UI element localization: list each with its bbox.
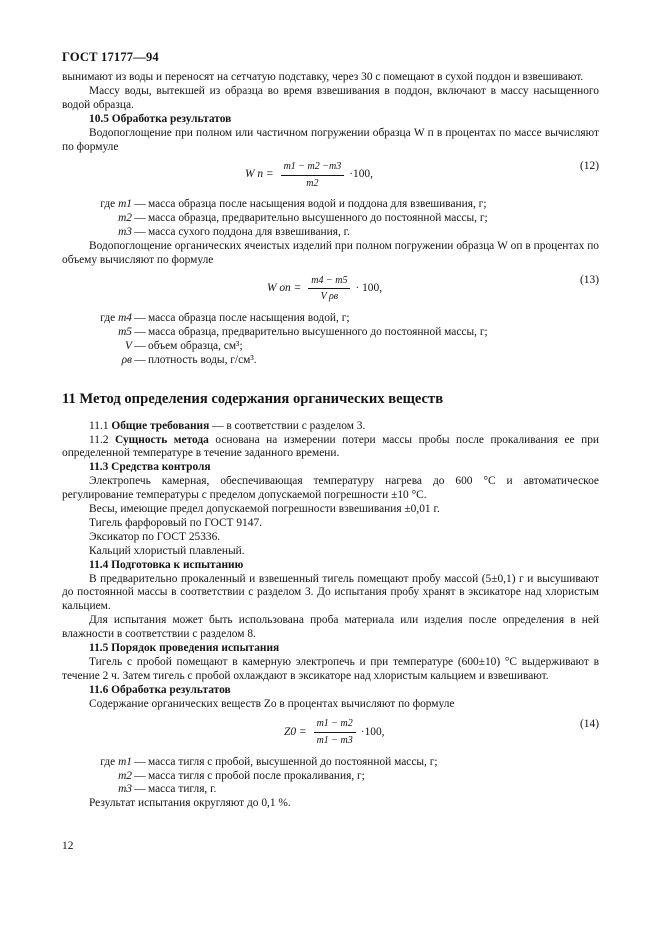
subsection-title: Средства контроля	[111, 461, 211, 474]
fraction-denominator: m1 − m3	[316, 735, 353, 747]
where-text: масса образца, предварительно высушенного до постоянной массы, г;	[148, 325, 488, 338]
where-text: масса тигля с пробой, высушенной до постоянной массы, г;	[148, 755, 438, 768]
formula-lhs: W оп =	[267, 282, 302, 295]
where-dash: —	[134, 311, 146, 324]
where-item	[62, 783, 599, 797]
subsection-heading	[62, 642, 599, 656]
formula-tail: ·100,	[360, 725, 385, 738]
subsection-title: Сущность метода	[115, 433, 209, 446]
where-item	[62, 226, 599, 240]
subsection-text: — в соответствии с разделом 3.	[209, 419, 366, 432]
paragraph: Содержание органических веществ Zо в процентах вычисляют по формуле	[89, 697, 455, 710]
paragraph: Тигель с пробой помещают в камерную электропечь и при температуре (600±10) °С выдерживают в течение 2 ч. Затем тигель с пробой охлаждают в эксикаторе над хлористым кальцием и взвешивают.	[62, 656, 599, 682]
subsection-number: 11.4	[89, 558, 109, 571]
where-text: масса сухого поддона для взвешивания, г.	[148, 226, 350, 239]
page-content	[62, 71, 599, 811]
where-dash: —	[134, 226, 146, 239]
paragraph: Массу воды, вытекшей из образца во время взвешивания в поддон, включают в массу насыщенного водой образца.	[62, 84, 599, 111]
where-symbol: m3	[118, 226, 132, 239]
subsection-title: Общие требования	[111, 419, 210, 432]
where-dash: —	[134, 783, 146, 796]
where-item	[62, 340, 599, 354]
fraction	[308, 274, 350, 305]
subsection-title: Подготовка к испытанию	[111, 558, 244, 571]
fraction-numerator: m4 − m5	[308, 274, 350, 290]
formula-number: (12)	[580, 160, 599, 173]
formula-14	[62, 716, 599, 754]
where-dash: —	[134, 198, 146, 211]
paragraph: Электропечь камерная, обеспечивающая температуру нагрева до 600 °С и автоматическое регулирование температуры с пределом допускаемой погрешности ±10 °С.	[62, 475, 599, 502]
paragraph: Кальций хлористый плавленый.	[89, 544, 245, 557]
subsection-paragraph	[62, 420, 599, 434]
fraction-numerator: m1 − m2 −m3	[281, 160, 345, 176]
where-item	[62, 354, 599, 368]
subsection-number: 10.5	[89, 112, 109, 125]
where-dash: —	[134, 325, 146, 338]
where-prefix: где	[100, 198, 116, 211]
formula-lhs: W п =	[245, 168, 274, 181]
page-number: 12	[62, 840, 74, 852]
paragraph: Эксикатор по ГОСТ 25336.	[89, 530, 221, 543]
document-header: ГОСТ 17177—94	[62, 50, 159, 64]
paragraph: вынимают из воды и переносят на сетчатую подставку, через 30 с помещают в сухой поддон и взвешивают.	[62, 71, 584, 83]
where-dash: —	[134, 353, 146, 366]
subsection-title: Обработка результатов	[111, 683, 231, 696]
paragraph: Для испытания может быть использована проба материала или изделия после определения в ней влажности в соответствии с разделом 8.	[62, 614, 599, 641]
where-text: плотность воды, г/см³.	[148, 353, 257, 366]
fraction	[281, 160, 345, 191]
paragraph: Водопоглощение органических ячеистых изделий при полном погружении образца W оп в процентах по объему вычисляют по формуле	[62, 240, 599, 267]
paragraph: В предварительно прокаленный и взвешенный тигель помещают пробу массой (5±0,1) г и высушивают до постоянной массы в соответствии с разделом 3. До испытания пробу хранят в эксикаторе над хлористым кальцием.	[62, 572, 599, 613]
where-text: масса образца, предварительно высушенного до постоянной массы, г;	[148, 212, 488, 225]
formula-tail: ·100,	[349, 168, 373, 181]
subsection-number: 11.6	[89, 683, 109, 696]
subsection-number: 11.1	[89, 419, 109, 432]
where-dash: —	[134, 212, 146, 225]
where-symbol: m3	[118, 783, 132, 796]
paragraph: Весы, имеющие предел допускаемой погрешности взвешивания ±0,01 г.	[89, 503, 440, 516]
formula-13	[62, 272, 599, 310]
where-dash: —	[134, 755, 146, 768]
subsection-title: Порядок проведения испытания	[111, 642, 280, 655]
where-text: масса образца после насыщения водой, г;	[148, 311, 350, 324]
where-item	[62, 212, 599, 226]
where-text: масса образца после насыщения водой и поддона для взвешивания, г;	[148, 198, 487, 211]
where-text: масса тигля с пробой после прокаливания, г;	[148, 769, 365, 782]
where-symbol: m2	[118, 212, 132, 225]
where-symbol: m4	[118, 311, 132, 324]
where-list	[62, 198, 599, 240]
where-dash: —	[134, 769, 146, 782]
formula-number: (13)	[580, 273, 599, 286]
subsection-heading	[62, 559, 599, 573]
where-item	[62, 770, 599, 784]
where-symbol: m5	[118, 325, 132, 338]
where-text: объем образца, см³;	[148, 339, 243, 352]
formula-tail: · 100,	[355, 282, 383, 295]
formula-lhs: Z0 =	[284, 725, 307, 738]
fraction-denominator: m2	[306, 177, 319, 189]
subsection-heading	[62, 684, 599, 698]
where-prefix: где	[100, 755, 116, 768]
subsection-number: 11.5	[89, 642, 109, 655]
paragraph: Водопоглощение при полном или частичном погружении образца W п в процентах по массе вычисляют по формуле	[62, 126, 599, 153]
subsection-number: 11.3	[89, 461, 109, 474]
where-prefix: где	[100, 311, 116, 324]
where-text: масса тигля, г.	[148, 783, 217, 796]
where-symbol: ρв	[121, 353, 132, 366]
subsection-heading	[62, 113, 599, 127]
where-symbol: m1	[118, 755, 132, 768]
subsection-heading	[62, 461, 599, 475]
where-symbol: V	[125, 339, 132, 352]
formula-number: (14)	[580, 717, 599, 730]
formula-12	[62, 158, 599, 196]
fraction-numerator: m1 − m2	[314, 717, 356, 733]
where-symbol: m1	[118, 198, 132, 211]
where-item	[62, 312, 599, 326]
where-item	[62, 326, 599, 340]
fraction	[314, 717, 356, 748]
subsection-paragraph	[62, 434, 599, 462]
section-title: 11 Метод определения содержания органических веществ	[62, 390, 444, 407]
paragraph: Тигель фарфоровый по ГОСТ 9147.	[89, 516, 262, 529]
paragraph: Результат испытания округляют до 0,1 %.	[89, 797, 291, 810]
subsection-title: Обработка результатов	[111, 112, 232, 125]
where-item	[62, 756, 599, 770]
fraction-denominator: V ρв	[320, 291, 339, 303]
subsection-text: основана на измерении потери массы пробы после прокаливания ее при определенной температуре в течение заданного времени.	[62, 433, 599, 460]
where-list	[62, 312, 599, 368]
where-symbol: m2	[118, 769, 132, 782]
subsection-number: 11.2	[89, 433, 109, 446]
where-dash: —	[134, 339, 146, 352]
where-list	[62, 756, 599, 798]
where-item	[62, 198, 599, 212]
